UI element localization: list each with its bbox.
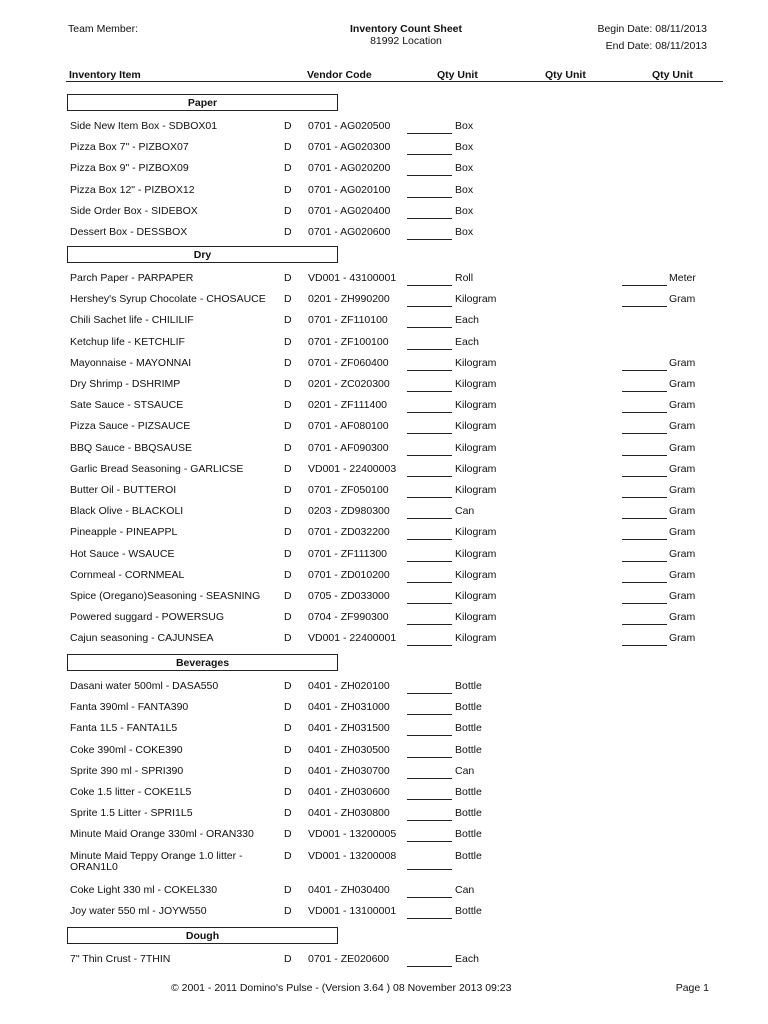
qty-unit-primary: Each xyxy=(455,953,479,965)
item-row xyxy=(0,336,768,357)
item-flag: D xyxy=(284,399,292,412)
item-name: Mayonnaise - MAYONNAI xyxy=(70,356,192,369)
qty-entry-line[interactable] xyxy=(407,966,452,967)
item-row xyxy=(0,850,768,871)
vendor-code: 0201 - ZH990200 xyxy=(308,293,390,306)
vendor-code: 0401 - ZH030500 xyxy=(308,743,390,756)
item-name: Spice (Oregano)Seasoning - SEASNING xyxy=(70,590,261,602)
qty-entry-line[interactable] xyxy=(407,582,452,583)
item-flag: D xyxy=(284,849,292,862)
qty-unit-secondary: Gram xyxy=(669,611,696,624)
item-flag: D xyxy=(284,314,292,327)
vendor-code: VD001 - 13200005 xyxy=(308,828,397,841)
item-row xyxy=(0,807,768,828)
item-flag: D xyxy=(284,441,292,454)
qty-entry-line[interactable] xyxy=(407,757,452,758)
item-flag: D xyxy=(284,356,292,369)
qty-unit-primary: Box xyxy=(455,141,474,154)
qty-unit-primary: Bottle xyxy=(455,807,482,820)
vendor-code: 0201 - ZC020300 xyxy=(308,378,390,390)
vendor-code: VD001 - 43100001 xyxy=(308,272,397,284)
item-row xyxy=(0,420,768,441)
item-name: Hot Sauce - WSAUCE xyxy=(70,547,175,560)
item-flag: D xyxy=(284,568,292,581)
vendor-code: 0701 - ZF100100 xyxy=(308,335,389,348)
item-name: Pizza Sauce - PIZSAUCE xyxy=(70,420,191,433)
qty-unit-secondary: Gram xyxy=(669,547,696,560)
qty-unit-secondary: Gram xyxy=(669,356,696,369)
vendor-code: 0401 - ZH031000 xyxy=(308,701,390,714)
item-row xyxy=(0,765,768,786)
qty-unit-primary: Bottle xyxy=(455,849,482,862)
vendor-code: VD001 - 22400001 xyxy=(308,632,397,645)
item-name: Dessert Box - DESSBOX xyxy=(70,226,188,238)
item-name: Joy water 550 ml - JOYW550 xyxy=(70,904,207,917)
qty-unit-primary: Kilogram xyxy=(455,378,497,390)
qty-unit-primary: Box xyxy=(455,162,474,175)
vendor-code: 0701 - ZF111300 xyxy=(308,547,387,560)
vendor-code: 0701 - ZF050100 xyxy=(308,484,389,496)
item-flag: D xyxy=(284,526,292,539)
vendor-code: 0401 - ZH030700 xyxy=(308,764,390,777)
item-row xyxy=(0,162,768,183)
qty-unit-primary: Kilogram xyxy=(455,420,497,433)
vendor-code: 0701 - ZD032200 xyxy=(308,526,390,539)
qty-entry-line[interactable] xyxy=(407,645,452,646)
item-flag: D xyxy=(284,183,292,196)
vendor-code: 0203 - ZD980300 xyxy=(308,505,390,518)
item-flag: D xyxy=(284,953,292,965)
qty-unit-primary: Kilogram xyxy=(455,356,497,369)
item-flag: D xyxy=(284,226,292,238)
qty-entry-line[interactable] xyxy=(407,175,452,176)
qty-unit-secondary: Gram xyxy=(669,399,696,412)
qty-entry-line-secondary[interactable] xyxy=(622,285,667,286)
qty-unit-primary: Bottle xyxy=(455,828,482,841)
qty-unit-primary: Bottle xyxy=(455,786,482,798)
qty-entry-line-secondary[interactable] xyxy=(622,624,667,625)
item-row xyxy=(0,548,768,569)
qty-entry-line[interactable] xyxy=(407,197,452,198)
begin-date: Begin Date: 08/11/2013 xyxy=(597,23,707,35)
qty-entry-line[interactable] xyxy=(407,518,452,519)
qty-entry-line[interactable] xyxy=(407,539,452,540)
item-row xyxy=(0,884,768,905)
qty-unit-primary: Kilogram xyxy=(455,568,497,581)
item-flag: D xyxy=(284,272,292,284)
section-header-dry: Dry xyxy=(67,246,338,263)
section-header-dough: Dough xyxy=(67,927,338,944)
item-name: Coke 1.5 litter - COKE1L5 xyxy=(70,786,192,798)
vendor-code: 0701 - AG020200 xyxy=(308,162,391,175)
item-name: Dasani water 500ml - DASA550 xyxy=(70,680,219,692)
item-row xyxy=(0,569,768,590)
vendor-code: 0401 - ZH020100 xyxy=(308,680,390,692)
item-row xyxy=(0,526,768,547)
qty-unit-primary: Kilogram xyxy=(455,526,497,539)
team-member-label: Team Member: xyxy=(68,23,139,35)
item-name: Side New Item Box - SDBOX01 xyxy=(70,120,218,132)
qty-entry-line-secondary[interactable] xyxy=(622,561,667,562)
qty-unit-secondary: Gram xyxy=(669,420,696,433)
qty-entry-line[interactable] xyxy=(407,735,452,736)
qty-unit-primary: Bottle xyxy=(455,743,482,756)
vendor-code: 0401 - ZH030400 xyxy=(308,883,390,896)
qty-unit-primary: Can xyxy=(455,883,475,896)
qty-entry-line[interactable] xyxy=(407,714,452,715)
vendor-code: 0704 - ZF990300 xyxy=(308,611,389,624)
qty-entry-line-secondary[interactable] xyxy=(622,582,667,583)
item-row xyxy=(0,357,768,378)
item-name: Black Olive - BLACKOLI xyxy=(70,505,184,518)
qty-entry-line[interactable] xyxy=(407,391,452,392)
item-flag: D xyxy=(284,590,292,602)
header-divider xyxy=(66,81,723,82)
qty-entry-line[interactable] xyxy=(407,218,452,219)
item-name: Hershey's Syrup Chocolate - CHOSAUCE xyxy=(70,293,266,306)
item-name: Chili Sachet life - CHILILIF xyxy=(70,314,194,327)
page-number: Page 1 xyxy=(675,982,709,994)
item-row xyxy=(0,786,768,807)
column-header-qty-unit-3: Qty Unit xyxy=(652,69,693,81)
qty-unit-secondary: Gram xyxy=(669,505,696,518)
vendor-code: 0401 - ZH031500 xyxy=(308,722,390,735)
item-flag: D xyxy=(284,828,292,841)
qty-entry-line-secondary[interactable] xyxy=(622,455,667,456)
item-row xyxy=(0,120,768,141)
item-flag: D xyxy=(284,378,292,390)
item-row xyxy=(0,226,768,247)
column-header-item: Inventory Item xyxy=(69,69,141,81)
item-row xyxy=(0,590,768,611)
item-name: BBQ Sauce - BBQSAUSE xyxy=(70,441,192,454)
item-name: Coke Light 330 ml - COKEL330 xyxy=(70,883,218,896)
qty-unit-primary: Roll xyxy=(455,272,474,284)
qty-unit-primary: Can xyxy=(455,505,475,518)
vendor-code: 0705 - ZD033000 xyxy=(308,590,390,602)
item-flag: D xyxy=(284,722,292,735)
item-row xyxy=(0,953,768,974)
item-flag: D xyxy=(284,462,292,475)
item-flag: D xyxy=(284,420,292,433)
vendor-code: 0701 - AG020600 xyxy=(308,226,391,238)
item-flag: D xyxy=(284,883,292,896)
qty-entry-line[interactable] xyxy=(407,154,452,155)
qty-entry-line[interactable] xyxy=(407,693,452,694)
item-name: Pizza Box 9" - PIZBOX09 xyxy=(70,162,189,175)
qty-entry-line[interactable] xyxy=(407,897,452,898)
qty-entry-line-secondary[interactable] xyxy=(622,645,667,646)
qty-entry-line[interactable] xyxy=(407,603,452,604)
item-row xyxy=(0,722,768,743)
qty-unit-primary: Each xyxy=(455,335,479,348)
qty-unit-primary: Each xyxy=(455,314,479,327)
item-row xyxy=(0,905,768,926)
qty-entry-line-secondary[interactable] xyxy=(622,433,667,434)
item-flag: D xyxy=(284,632,292,645)
vendor-code: 0701 - AG020400 xyxy=(308,204,391,217)
qty-unit-primary: Bottle xyxy=(455,722,482,735)
item-name: Powered suggard - POWERSUG xyxy=(70,611,225,624)
item-name: Cornmeal - CORNMEAL xyxy=(70,568,185,581)
qty-entry-line[interactable] xyxy=(407,433,452,434)
vendor-code: VD001 - 22400003 xyxy=(308,462,397,475)
qty-unit-primary: Box xyxy=(455,226,474,238)
vendor-code: 0701 - AF080100 xyxy=(308,420,389,433)
item-name-continued: ORAN1L0 xyxy=(70,860,118,873)
qty-unit-primary: Box xyxy=(455,120,474,132)
qty-unit-secondary: Gram xyxy=(669,526,696,539)
item-row xyxy=(0,378,768,399)
qty-unit-primary: Kilogram xyxy=(455,632,497,645)
qty-entry-line[interactable] xyxy=(407,869,452,870)
item-flag: D xyxy=(284,786,292,798)
qty-entry-line-secondary[interactable] xyxy=(622,539,667,540)
item-flag: D xyxy=(284,141,292,154)
item-name: Sprite 390 ml - SPRI390 xyxy=(70,764,184,777)
item-row xyxy=(0,184,768,205)
qty-entry-line[interactable] xyxy=(407,370,452,371)
vendor-code: 0401 - ZH030600 xyxy=(308,786,390,798)
column-header-qty-unit-2: Qty Unit xyxy=(545,69,586,81)
qty-entry-line[interactable] xyxy=(407,799,452,800)
item-flag: D xyxy=(284,293,292,306)
page-title: Inventory Count Sheet xyxy=(349,23,462,35)
qty-unit-secondary: Gram xyxy=(669,441,696,454)
item-name: Pizza Box 7" - PIZBOX07 xyxy=(70,141,189,154)
qty-unit-primary: Kilogram xyxy=(455,590,497,602)
qty-entry-line[interactable] xyxy=(407,476,452,477)
section-header-paper: Paper xyxy=(67,94,338,111)
column-header-vendor: Vendor Code xyxy=(307,69,372,81)
vendor-code: 0701 - ZF060400 xyxy=(308,356,389,369)
item-row xyxy=(0,293,768,314)
qty-entry-line[interactable] xyxy=(407,349,452,350)
qty-unit-secondary: Gram xyxy=(669,590,696,602)
qty-entry-line-secondary[interactable] xyxy=(622,476,667,477)
qty-unit-primary: Bottle xyxy=(455,680,482,692)
qty-entry-line-secondary[interactable] xyxy=(622,306,667,307)
qty-entry-line-secondary[interactable] xyxy=(622,370,667,371)
qty-unit-secondary: Gram xyxy=(669,484,696,496)
qty-unit-primary: Kilogram xyxy=(455,293,497,306)
qty-entry-line[interactable] xyxy=(407,239,452,240)
qty-unit-primary: Kilogram xyxy=(455,441,497,454)
item-name: Cajun seasoning - CAJUNSEA xyxy=(70,632,214,645)
section-header-beverages: Beverages xyxy=(67,654,338,671)
item-name: Side Order Box - SIDEBOX xyxy=(70,204,198,217)
qty-entry-line[interactable] xyxy=(407,133,452,134)
qty-unit-primary: Bottle xyxy=(455,701,482,714)
item-name: Fanta 1L5 - FANTA1L5 xyxy=(70,722,178,735)
qty-unit-secondary: Gram xyxy=(669,462,696,475)
qty-entry-line[interactable] xyxy=(407,624,452,625)
item-row xyxy=(0,272,768,293)
item-row xyxy=(0,701,768,722)
item-row xyxy=(0,141,768,162)
item-flag: D xyxy=(284,680,292,692)
vendor-code: 0701 - AF090300 xyxy=(308,441,389,454)
vendor-code: 0701 - AG020100 xyxy=(308,183,391,196)
qty-entry-line[interactable] xyxy=(407,285,452,286)
item-flag: D xyxy=(284,335,292,348)
item-name: Sate Sauce - STSAUCE xyxy=(70,399,184,412)
qty-entry-line[interactable] xyxy=(407,778,452,779)
vendor-code: 0701 - AG020300 xyxy=(308,141,391,154)
qty-entry-line[interactable] xyxy=(407,561,452,562)
qty-unit-primary: Kilogram xyxy=(455,611,497,624)
item-name: Pineapple - PINEAPPL xyxy=(70,526,178,539)
item-name: Parch Paper - PARPAPER xyxy=(70,272,194,284)
qty-entry-line[interactable] xyxy=(407,327,452,328)
item-row xyxy=(0,680,768,701)
qty-entry-line-secondary[interactable] xyxy=(622,518,667,519)
item-name: Coke 390ml - COKE390 xyxy=(70,743,183,756)
item-name: Butter Oil - BUTTEROI xyxy=(70,484,177,496)
qty-unit-primary: Box xyxy=(455,204,474,217)
item-name: Ketchup life - KETCHLIF xyxy=(70,335,185,348)
qty-entry-line-secondary[interactable] xyxy=(622,497,667,498)
item-flag: D xyxy=(284,701,292,714)
qty-unit-primary: Kilogram xyxy=(455,484,497,496)
item-name: Sprite 1.5 Litter - SPRI1L5 xyxy=(70,807,193,820)
vendor-code: 0701 - ZE020600 xyxy=(308,953,390,965)
qty-unit-secondary: Gram xyxy=(669,568,696,581)
item-name: Garlic Bread Seasoning - GARLICSE xyxy=(70,462,244,475)
vendor-code: 0701 - ZF110100 xyxy=(308,314,388,327)
qty-unit-secondary: Gram xyxy=(669,632,696,645)
item-flag: D xyxy=(284,484,292,496)
vendor-code: 0201 - ZF111400 xyxy=(308,399,387,412)
item-row xyxy=(0,205,768,226)
item-row xyxy=(0,484,768,505)
vendor-code: 0701 - ZD010200 xyxy=(308,568,390,581)
qty-entry-line[interactable] xyxy=(407,497,452,498)
qty-unit-secondary: Gram xyxy=(669,378,696,390)
item-row xyxy=(0,505,768,526)
item-row xyxy=(0,632,768,653)
footer-copyright: © 2001 - 2011 Domino's Pulse - (Version 3.64 ) 08 November 2013 09:23 xyxy=(171,982,512,994)
qty-unit-secondary: Gram xyxy=(669,293,696,306)
qty-unit-primary: Kilogram xyxy=(455,399,497,412)
item-name: Fanta 390ml - FANTA390 xyxy=(70,701,189,714)
item-flag: D xyxy=(284,904,292,917)
item-row xyxy=(0,314,768,335)
item-row xyxy=(0,611,768,632)
qty-entry-line-secondary[interactable] xyxy=(622,412,667,413)
item-flag: D xyxy=(284,120,292,132)
qty-unit-primary: Bottle xyxy=(455,904,482,917)
vendor-code: VD001 - 13200008 xyxy=(308,849,397,862)
item-row xyxy=(0,744,768,765)
qty-unit-primary: Kilogram xyxy=(455,547,497,560)
item-row xyxy=(0,442,768,463)
item-name: Dry Shrimp - DSHRIMP xyxy=(70,378,181,390)
item-name: Pizza Box 12" - PIZBOX12 xyxy=(70,183,195,196)
qty-entry-line[interactable] xyxy=(407,306,452,307)
item-row xyxy=(0,399,768,420)
item-row xyxy=(0,463,768,484)
end-date: End Date: 08/11/2013 xyxy=(605,40,707,52)
item-flag: D xyxy=(284,764,292,777)
item-flag: D xyxy=(284,505,292,518)
item-name: 7" Thin Crust - 7THIN xyxy=(70,953,171,965)
item-flag: D xyxy=(284,743,292,756)
item-flag: D xyxy=(284,162,292,175)
item-flag: D xyxy=(284,547,292,560)
qty-unit-secondary: Meter xyxy=(669,272,696,284)
location-label: 81992 Location xyxy=(370,35,442,47)
item-name: Minute Maid Teppy Orange 1.0 litter - xyxy=(70,849,243,862)
item-flag: D xyxy=(284,204,292,217)
qty-unit-primary: Box xyxy=(455,183,474,196)
item-row xyxy=(0,828,768,849)
item-flag: D xyxy=(284,807,292,820)
qty-entry-line[interactable] xyxy=(407,841,452,842)
qty-unit-primary: Kilogram xyxy=(455,462,497,475)
column-header-qty-unit-1: Qty Unit xyxy=(437,69,478,81)
qty-entry-line[interactable] xyxy=(407,918,452,919)
qty-entry-line[interactable] xyxy=(407,455,452,456)
qty-entry-line-secondary[interactable] xyxy=(622,603,667,604)
vendor-code: 0401 - ZH030800 xyxy=(308,807,390,820)
qty-unit-primary: Can xyxy=(455,764,475,777)
vendor-code: 0701 - AG020500 xyxy=(308,120,391,132)
item-flag: D xyxy=(284,611,292,624)
qty-entry-line-secondary[interactable] xyxy=(622,391,667,392)
item-name: Minute Maid Orange 330ml - ORAN330 xyxy=(70,828,254,841)
qty-entry-line[interactable] xyxy=(407,412,452,413)
qty-entry-line[interactable] xyxy=(407,820,452,821)
vendor-code: VD001 - 13100001 xyxy=(308,904,397,917)
